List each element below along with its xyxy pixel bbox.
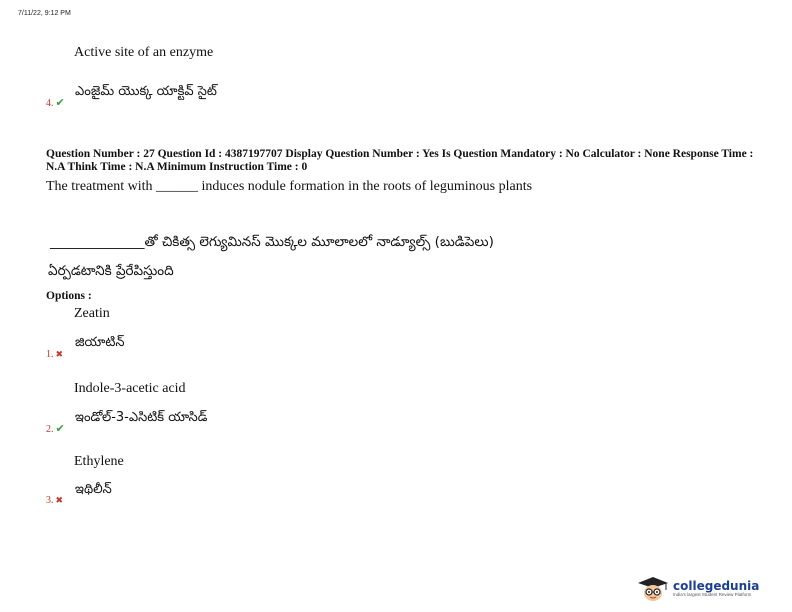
question-meta: Question Number : 27 Question Id : 4387197707 Display Question Number : Yes Is Question Mandatory : No Calculator : None Response Time : N.A Think Time : N.A Minimum Instruction Time : 0 [46, 148, 754, 173]
collegedunia-logo [636, 576, 759, 602]
option-3-telugu: ఇథిలీన్ [75, 482, 112, 497]
question-text-telugu-line2: ఏర్పడటానికి ప్రేరేపిస్తుంది [48, 263, 174, 279]
option-3-english: Ethylene [74, 454, 124, 469]
logo-wordmark: collegedunia [673, 579, 760, 593]
question-blank: ______________ [50, 234, 145, 250]
correct-check-icon: ✔ [55, 422, 65, 435]
question-text-telugu-line1 [50, 234, 494, 253]
print-timestamp: 7/11/22, 9:12 PM [18, 10, 71, 17]
option-2-number [46, 422, 65, 435]
correct-check-icon: ✔ [55, 96, 65, 109]
option-number: 1. [46, 349, 54, 360]
prev-option-number [46, 96, 65, 109]
options-label: Options : [46, 290, 92, 302]
prev-option-telugu: ఎంజైమ్ యొక్క యాక్టివ్ సైట్ [75, 84, 217, 99]
question-text-english [46, 178, 546, 195]
wrong-cross-icon: ✖ [55, 496, 64, 506]
option-1-english: Zeatin [74, 306, 110, 321]
wrong-cross-icon: ✖ [55, 350, 64, 360]
question-text-part: induces nodule formation in the roots of leguminous plants [201, 179, 533, 194]
option-number: 3. [46, 495, 54, 506]
option-3-number [46, 495, 63, 506]
question-text-part: The treatment with [46, 179, 153, 194]
option-2-telugu: ఇండోల్-3-ఎసిటిక్ యాసిడ్ [75, 410, 208, 425]
option-number: 2. [46, 424, 54, 435]
prev-option-english: Active site of an enzyme [74, 45, 214, 60]
question-blank: ______ [156, 179, 199, 194]
logo-tagline: India's largest Student Review Platform [673, 592, 752, 597]
graduate-mascot-icon [636, 576, 670, 602]
option-number: 4. [46, 98, 54, 109]
option-1-telugu: జియాటిన్ [75, 335, 125, 350]
option-1-number [46, 349, 63, 360]
option-2-english: Indole-3-acetic acid [74, 381, 186, 396]
question-text-part: తో చికిత్స లెగ్యుమినస్ మొక్కల మూలాలలో నాడ్యూల్స్ (బుడిపెలు) [144, 234, 494, 250]
